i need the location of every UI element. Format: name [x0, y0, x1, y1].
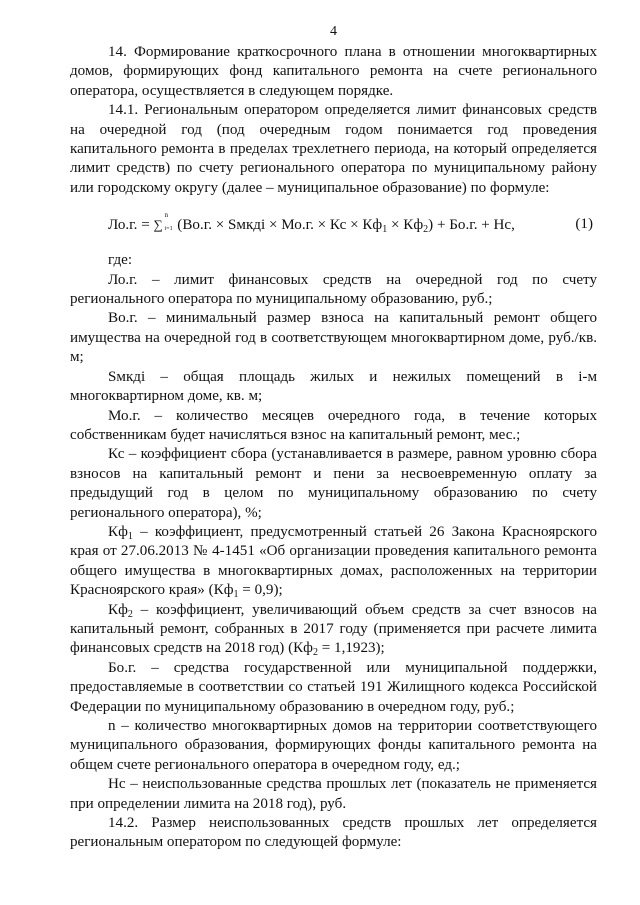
- kf2-text-a: – коэффициент, увеличивающий объем средств за счет взносов на капитальный ремонт, собранных в 2017 году (применяется при расчете лимита финансовых средств на 2018 год) (Кф: [70, 601, 597, 657]
- paragraph-14-1: 14.1. Региональным оператором определяется лимит финансовых средств на очередной год (под очередным годом понимается год проведения капитального ремонта в пределах трехлетнего периода, на который определяется лимит средств) по счету регионального оператора по муниципальному району или городскому округу (далее – муниципальное образование) по формуле:: [70, 102, 597, 196]
- paragraph-14-2: 14.2. Размер неиспользованных средств прошлых лет определяется региональным оператором по следующей формуле:: [70, 815, 597, 851]
- definition-kf1: [70, 523, 597, 601]
- kf2-subscript: 2: [127, 608, 133, 620]
- definition-nc: Нс – неиспользованные средства прошлых лет (показатель не применяется при определении лимита на 2018 год), руб.: [70, 776, 597, 812]
- definition-bo: Бо.г. – средства государственной или муниципальной поддержки, предоставляемые в соответствии со статьей 191 Жилищного кодекса Российской Федерации по муниципальному образованию в очередном году, руб.;: [70, 659, 597, 715]
- formula-rhs-part-2: × Кф: [387, 217, 424, 234]
- kf2-symbol: Кф: [108, 601, 128, 618]
- document-body: [70, 43, 597, 853]
- definition-lo: Ло.г. – лимит финансовых средств на очередной год по счету регионального оператора по муниципальному образованию, руб.;: [70, 271, 597, 308]
- kf1-subscript: 1: [127, 530, 133, 542]
- kf1-symbol: Кф: [108, 523, 128, 540]
- formula-lhs: Ло.г. =: [108, 217, 154, 234]
- kf1-text-a: – коэффициент, предусмотренный статьей 26 Закона Красноярского края от 27.06.2013 № 4-1451 «Об организации проведения капитального ремонта общего имущества в многоквартирных домах, расположенных на территории Красноярского края» (Кф: [70, 523, 597, 599]
- kf2-text-b: = 1,1923);: [317, 640, 385, 657]
- sum-symbol: ∑: [153, 217, 163, 233]
- definition-kc: Кс – коэффициент сбора (устанавливается в размере, равном уровню сбора взносов на капитальный ремонт и пени за несвоевременную оплату за предыдущий год в целом по муниципальному образованию по счету регионального оператора), %;: [70, 446, 597, 521]
- definition-kf2: [70, 601, 597, 659]
- definition-smkd: Sмкдi – общая площадь жилых и нежилых помещений в i-м многоквартирном доме, кв. м;: [70, 368, 597, 405]
- definition-n: n – количество многоквартирных домов на территории соответствующего муниципального образования, формирующих фонды капитального ремонта на общем счете регионального оператора в очередном году, ед.;: [70, 718, 597, 773]
- page-number: 4: [330, 24, 337, 39]
- kf1-value-subscript: 1: [233, 589, 239, 601]
- definition-vo: Во.г. – минимальный размер взноса на капитальный ремонт общего имущества на очередной год в соответствующем многоквартирном доме, руб./кв. м;: [70, 310, 597, 366]
- formula-rhs-part-1: (Во.г. × Sмкдi × Мо.г. × Кс × Кф: [173, 217, 383, 234]
- formula-sub-1: 1: [382, 224, 388, 236]
- formula-expression: [108, 211, 515, 236]
- kf1-text-b: = 0,9);: [238, 582, 283, 599]
- sum-upper-limit: n: [164, 211, 169, 220]
- sum-lower-limit: i=1: [164, 226, 173, 233]
- formula-rhs-part-3: ) + Бо.г. + Нс,: [428, 217, 515, 234]
- formula-1: [70, 205, 597, 244]
- formula-sub-2: 2: [423, 224, 429, 236]
- paragraph-14: 14. Формирование краткосрочного плана в отношении многоквартирных домов, формирующих фонд капитального ремонта на счете регионального оператора, осуществляется в следующем порядке.: [70, 44, 597, 99]
- sum-operator: [153, 211, 174, 235]
- formula-number: (1): [575, 216, 593, 233]
- definition-mo: Мо.г. – количество месяцев очередного года, в течение которых собственникам будет начисляться взнос на капитальный ремонт, мес.;: [70, 407, 597, 443]
- kf2-value-subscript: 2: [312, 647, 318, 659]
- where-label: где:: [108, 252, 133, 269]
